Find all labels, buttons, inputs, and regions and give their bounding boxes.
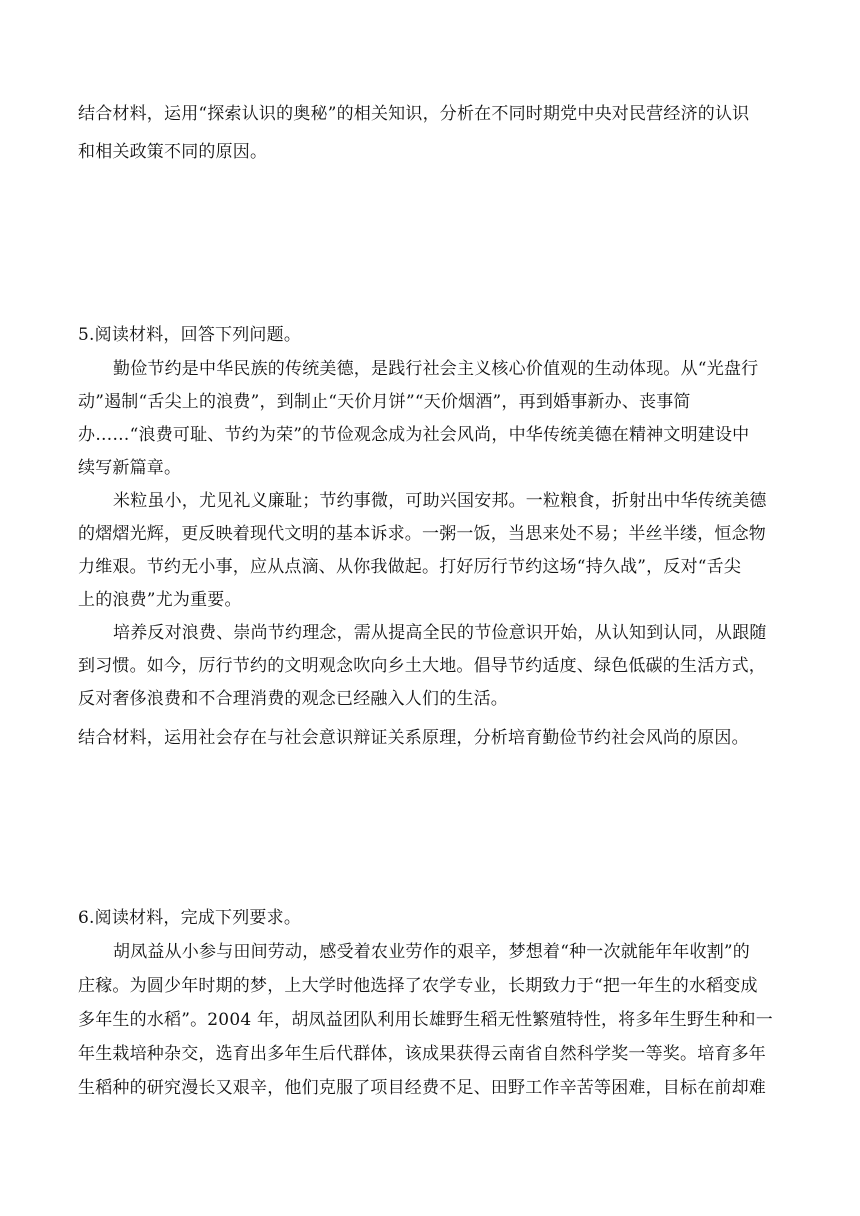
q6-para1-line-2: 庄稼。为圆少年时期的梦，上大学时他选择了农学专业，长期致力于“把一年生的水稻变成	[78, 976, 758, 996]
q4-question-line-1: 结合材料，运用“探索认识的奥秘”的相关知识，分析在不同时期党中央对民营经济的认识	[78, 104, 750, 124]
q5-para2-line-2: 的熠熠光辉，更反映着现代文明的基本诉求。一粥一饭，当思来处不易；半丝半缕，恒念物	[78, 524, 766, 544]
q5-heading: 5.阅读材料，回答下列问题。	[78, 325, 302, 345]
q6-para1-line-5: 生稻种的研究漫长又艰辛，他们克服了项目经费不足、田野工作辛苦等困难，目标在前却难	[78, 1078, 766, 1098]
q5-para3-line-3: 反对奢侈浪费和不合理消费的观念已经融入人们的生活。	[78, 689, 508, 709]
q5-para1-line-2: 动”遏制“舌尖上的浪费”，到制止“天价月饼”“天价烟酒”，再到婚事新办、丧事简	[78, 392, 691, 412]
q6-para1-line-4: 年生栽培种杂交，选育出多年生后代群体，该成果获得云南省自然科学奖一等奖。培育多年	[78, 1044, 766, 1064]
q5-question: 结合材料，运用社会存在与社会意识辩证关系原理，分析培育勤俭节约社会风尚的原因。	[78, 728, 749, 748]
q5-para1-line-1: 勤俭节约是中华民族的传统美德，是践行社会主义核心价值观的生动体现。从“光盘行	[113, 359, 759, 379]
q4-question-line-2: 和相关政策不同的原因。	[78, 142, 268, 162]
q6-para1-line-1: 胡凤益从小参与田间劳动，感受着农业劳作的艰辛，梦想着“种一次就能年年收割”的	[113, 942, 750, 962]
q5-para1-line-3: 办……“浪费可耻、节约为荣”的节俭观念成为社会风尚，中华传统美德在精神文明建设中	[78, 425, 750, 445]
q5-para1-line-4: 续写新篇章。	[78, 458, 182, 478]
q5-para2-line-3: 力维艰。节约无小事，应从点滴、从你我做起。打好厉行节约这场“持久战”，反对“舌尖	[78, 557, 742, 577]
q5-para3-line-2: 到习惯。如今，厉行节约的文明观念吹向乡土大地。倡导节约适度、绿色低碳的生活方式，	[78, 656, 766, 676]
q5-para2-line-4: 上的浪费”尤为重要。	[78, 590, 242, 610]
q6-heading: 6.阅读材料，完成下列要求。	[78, 908, 302, 928]
q5-para3-line-1: 培养反对浪费、崇尚节约理念，需从提高全民的节俭意识开始，从认知到认同，从跟随	[113, 623, 767, 643]
q6-para1-line-3: 多年生的水稻”。2004 年，胡凤益团队利用长雄野生稻无性繁殖特性，将多年生野生种和一	[78, 1010, 773, 1030]
q5-para2-line-1: 米粒虽小，尤见礼义廉耻；节约事微，可助兴国安邦。一粒粮食，折射出中华传统美德	[113, 491, 767, 511]
